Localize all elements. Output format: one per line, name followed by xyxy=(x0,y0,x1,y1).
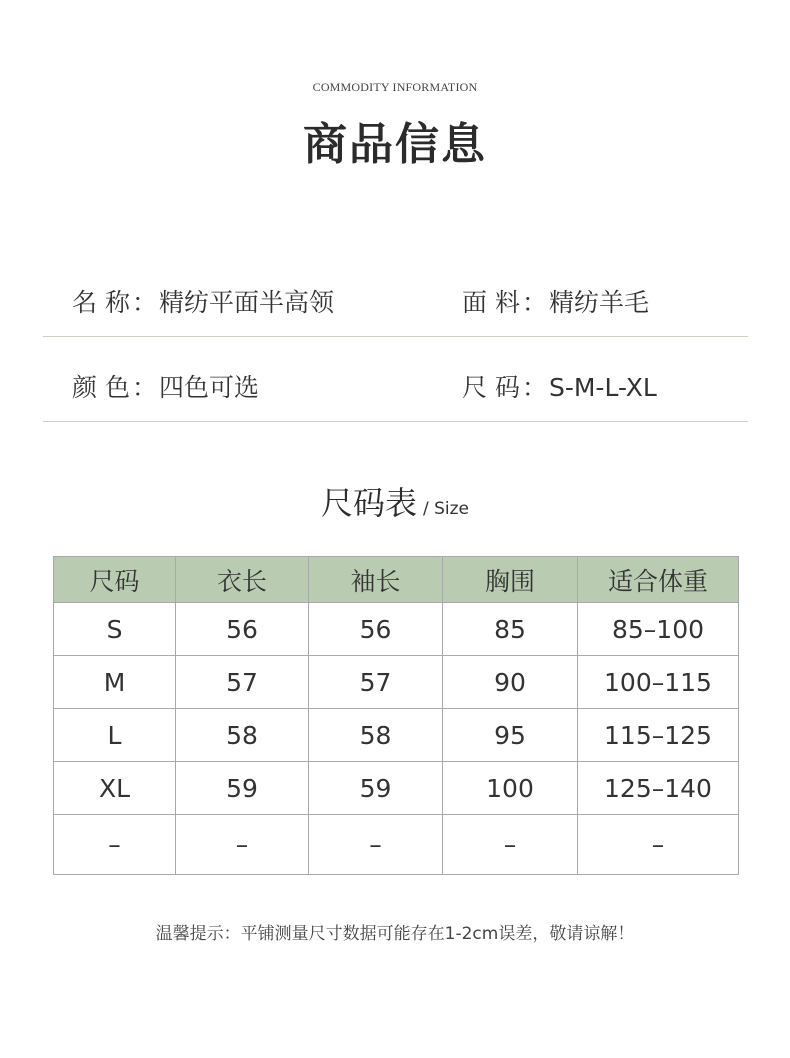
table-cell: 57 xyxy=(309,656,443,709)
table-cell: 59 xyxy=(176,762,309,815)
info-name xyxy=(72,252,334,336)
table-row xyxy=(54,656,739,709)
table-cell: – xyxy=(176,815,309,875)
table-cell: 56 xyxy=(176,603,309,656)
info-fabric xyxy=(462,252,649,336)
info-fabric-label: 面 料 xyxy=(462,288,520,317)
measurement-note: 温馨提示：平铺测量尺寸数据可能存在1-2cm误差，敬请谅解！ xyxy=(155,924,635,944)
info-name-value: 精纺平面半高领 xyxy=(158,288,334,317)
table-cell: 90 xyxy=(443,656,578,709)
table-cell: M xyxy=(54,656,176,709)
info-row-name-fabric xyxy=(43,252,748,337)
table-cell: 100–115 xyxy=(578,656,739,709)
table-cell: 85 xyxy=(443,603,578,656)
table-cell: 125–140 xyxy=(578,762,739,815)
size-chart-title-cn: 尺码表 xyxy=(320,484,417,522)
header-en-title: COMMODITY INFORMATION xyxy=(312,80,478,94)
table-cell: 85–100 xyxy=(578,603,739,656)
table-row xyxy=(54,603,739,656)
table-cell: XL xyxy=(54,762,176,815)
table-cell: 59 xyxy=(309,762,443,815)
info-color xyxy=(72,337,259,421)
info-size-colon: ： xyxy=(521,373,547,402)
table-cell: 100 xyxy=(443,762,578,815)
table-cell: – xyxy=(443,815,578,875)
info-size xyxy=(462,337,657,421)
info-fabric-colon: ： xyxy=(521,288,547,317)
table-row xyxy=(54,815,739,875)
table-cell: L xyxy=(54,709,176,762)
info-size-label: 尺 码 xyxy=(462,373,520,402)
table-cell: 57 xyxy=(176,656,309,709)
size-chart-title xyxy=(0,478,790,524)
table-cell: 58 xyxy=(176,709,309,762)
table-header-row xyxy=(54,557,739,603)
table-header-cell: 衣长 xyxy=(176,557,309,603)
table-cell: 58 xyxy=(309,709,443,762)
table-cell: – xyxy=(578,815,739,875)
table-cell: – xyxy=(54,815,176,875)
info-color-label: 颜 色 xyxy=(72,373,130,402)
info-name-label: 名 称 xyxy=(72,288,130,317)
header-cn-title: 商品信息 xyxy=(303,119,487,170)
table-row xyxy=(54,762,739,815)
info-name-colon: ： xyxy=(131,288,157,317)
table-cell: – xyxy=(309,815,443,875)
size-table xyxy=(53,556,739,875)
table-cell: S xyxy=(54,603,176,656)
info-row-color-size xyxy=(43,337,748,422)
table-row xyxy=(54,709,739,762)
size-chart-title-en: / Size xyxy=(422,499,470,519)
info-color-value: 四色可选 xyxy=(158,373,259,402)
table-cell: 56 xyxy=(309,603,443,656)
table-header-cell: 胸围 xyxy=(443,557,578,603)
table-header-cell: 适合体重 xyxy=(578,557,739,603)
table-header-cell: 袖长 xyxy=(309,557,443,603)
info-color-colon: ： xyxy=(131,373,157,402)
table-header-cell: 尺码 xyxy=(54,557,176,603)
info-size-value: S-M-L-XL xyxy=(548,373,657,402)
table-cell: 115–125 xyxy=(578,709,739,762)
info-fabric-value: 精纺羊毛 xyxy=(548,288,649,317)
table-cell: 95 xyxy=(443,709,578,762)
